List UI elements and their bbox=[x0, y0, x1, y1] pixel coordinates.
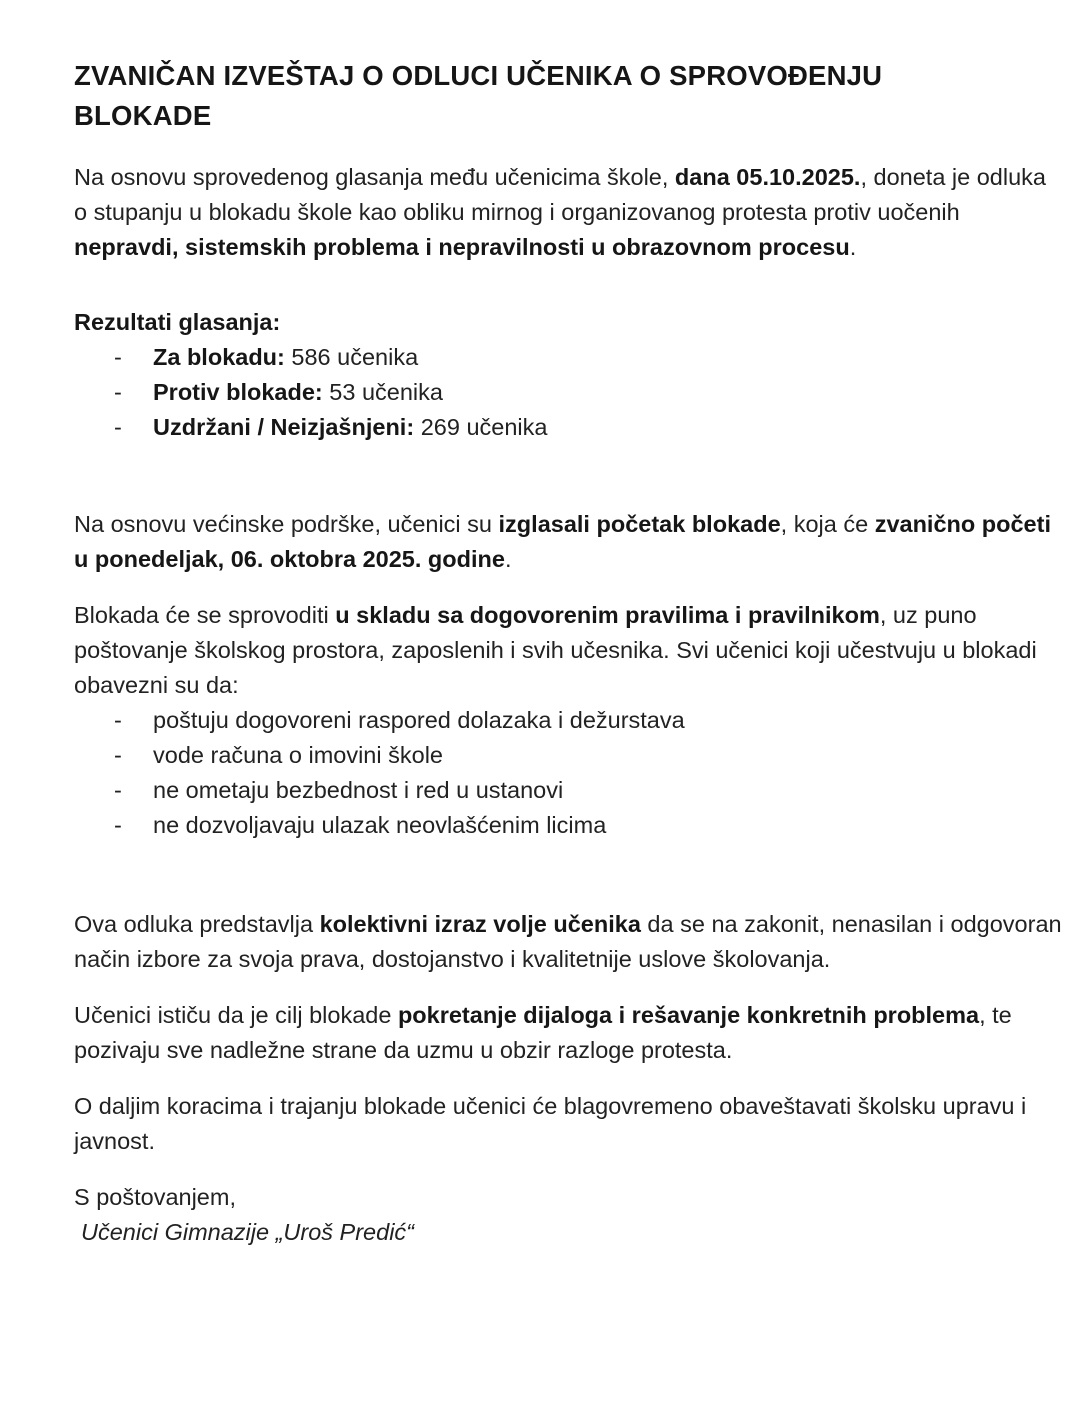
results-heading: Rezultati glasanja: bbox=[74, 309, 281, 335]
document-title: ZVANIČAN IZVEŠTAJ O ODLUCI UČENIKA O SPROVOĐENJU BLOKADE bbox=[74, 60, 883, 131]
dash-bullet: - bbox=[114, 344, 122, 370]
result-label: Uzdržani / Neizjašnjeni: bbox=[153, 414, 415, 440]
dash-bullet: - bbox=[114, 379, 122, 405]
intro-paragraph: Na osnovu sprovedenog glasanja među učenicima škole, dana 05.10.2025., doneta je odluka o stupanju u blokadu škole kao obliku mirnog i organizovanog protesta protiv uočenih nepravdi, sistemskih problema i nepravilnosti u obrazovnom procesu. bbox=[74, 164, 1046, 260]
info-paragraph: O daljim koracima i trajanju blokade učenici će blagovremeno obaveštavati školsku upravu i javnost. bbox=[74, 1093, 1027, 1154]
results-list bbox=[74, 340, 1064, 445]
list-item bbox=[74, 340, 1064, 375]
closing-block bbox=[74, 1180, 1064, 1250]
vote-date: dana 05.10.2025. bbox=[674, 164, 861, 190]
start-date: zvanično početi u ponedeljak, 06. oktobra 2025. godine bbox=[74, 511, 1051, 572]
list-item bbox=[74, 375, 1064, 410]
list-item: - poštuju dogovoreni raspored dolazaka i dežurstava bbox=[74, 703, 1064, 738]
result-value: 53 učenika bbox=[322, 379, 443, 405]
result-label: Protiv blokade: bbox=[153, 379, 323, 405]
rules-list bbox=[74, 703, 1064, 843]
list-item: - vode računa o imovini škole bbox=[74, 738, 1064, 773]
protest-reasons: nepravdi, sistemskih problema i nepravilnosti u obrazovnom procesu bbox=[74, 234, 850, 260]
result-label: Za blokadu: bbox=[153, 344, 285, 370]
start-paragraph: Na osnovu većinske podrške, učenici su izglasali početak blokade, koja će zvanično početi u ponedeljak, 06. oktobra 2025. godine. bbox=[74, 511, 1051, 572]
conduct-paragraph: Blokada će se sprovoditi u skladu sa dogovorenim pravilima i pravilnikom, uz puno poštovanje školskog prostora, zaposlenih i svih učesnika. Svi učenici koji učestvuju u blokadi obavezni su da: bbox=[74, 602, 1037, 698]
dash-bullet: - bbox=[114, 812, 122, 838]
document-page bbox=[74, 56, 1064, 1250]
dash-bullet: - bbox=[114, 707, 122, 733]
list-item: - ne ometaju bezbednost i red u ustanovi bbox=[74, 773, 1064, 808]
dash-bullet: - bbox=[114, 777, 122, 803]
dash-bullet: - bbox=[114, 414, 122, 440]
closing-salutation: S poštovanjem, bbox=[74, 1184, 236, 1210]
list-item: - ne dozvoljavaju ulazak neovlašćenim licima bbox=[74, 808, 1064, 843]
goal-paragraph: Učenici ističu da je cilj blokade pokretanje dijaloga i rešavanje konkretnih problema, te pozivaju sve nadležne strane da uzmu u obzir razloge protesta. bbox=[74, 1002, 1012, 1063]
result-value: 586 učenika bbox=[284, 344, 419, 370]
dash-bullet: - bbox=[114, 742, 122, 768]
will-paragraph: Ova odluka predstavlja kolektivni izraz volje učenika da se na zakonit, nenasilan i odgovoran način izbore za svoja prava, dostojanstvo i kvalitetnije uslove školovanja. bbox=[74, 911, 1062, 972]
result-value: 269 učenika bbox=[414, 414, 548, 440]
list-item bbox=[74, 410, 1064, 445]
signature: Učenici Gimnazije „Uroš Predić“ bbox=[81, 1219, 414, 1245]
